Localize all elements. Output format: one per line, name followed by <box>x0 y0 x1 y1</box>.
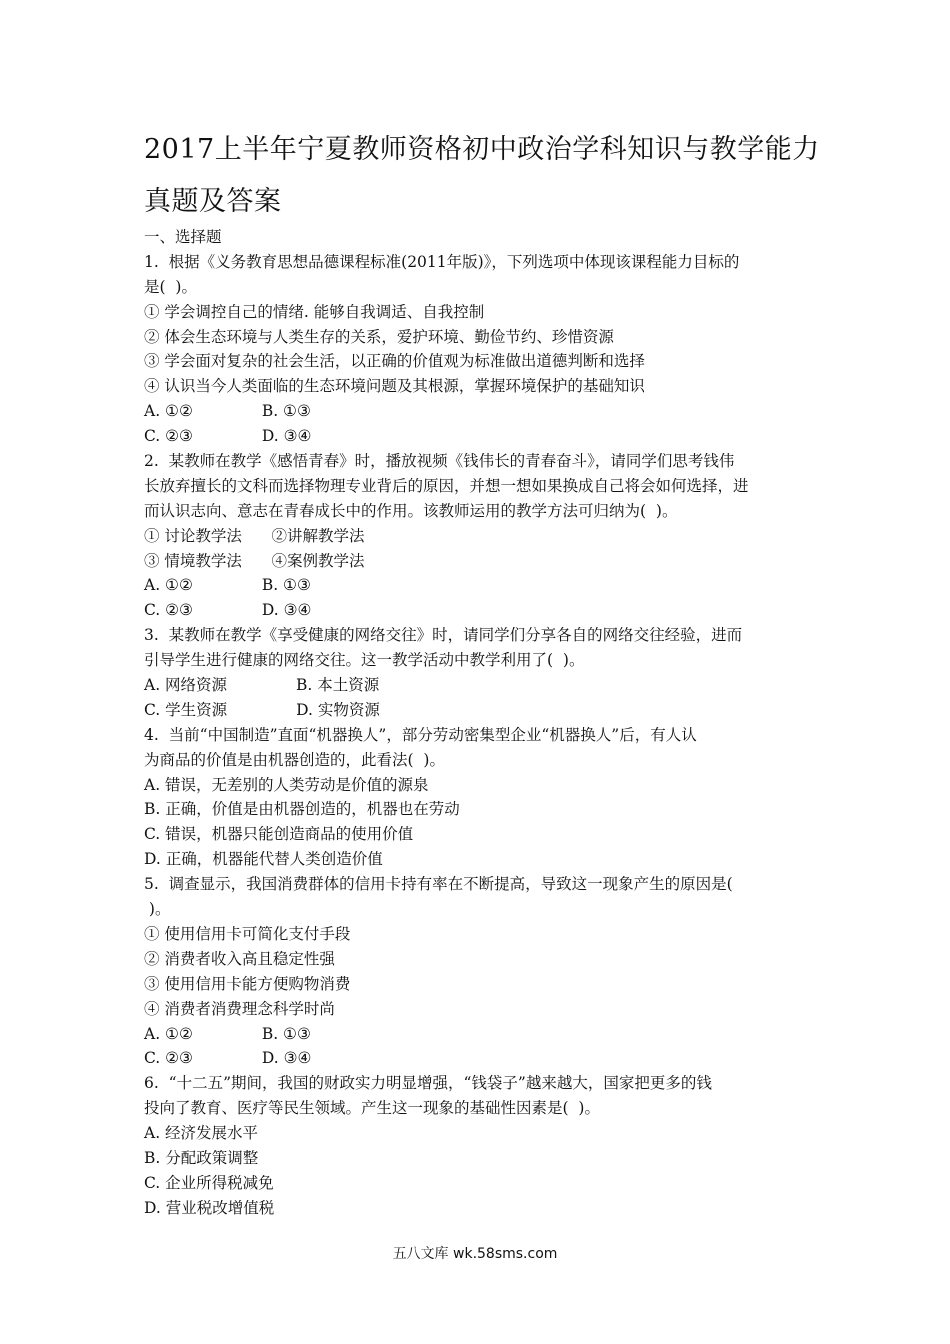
text-line: 2. 某教师在教学《感悟青春》时，播放视频《钱伟长的青春奋斗》，请同学们思考钱伟 <box>144 452 735 471</box>
text-line: A. 经济发展水平 <box>144 1124 259 1143</box>
text-line: C. 错误，机器只能创造商品的使用价值 <box>144 825 414 844</box>
text-line: )。 <box>144 900 171 919</box>
text-line: 长放弃擅长的文科而选择物理专业背后的原因，并想一想如果换成自己将会如何选择，进 <box>144 476 749 495</box>
text-line: A. 错误，无差别的人类劳动是价值的源泉 <box>144 775 429 794</box>
text-line: 是( )。 <box>144 277 197 296</box>
text-line: C. ②③ D. ③④ <box>144 427 312 446</box>
text-line: 而认识志向、意志在青春成长中的作用。该教师运用的教学方法可归纳为( )。 <box>144 501 678 520</box>
footer-watermark: 五八文库 wk.58sms.com <box>392 1246 558 1262</box>
text-line: 3. 某教师在教学《享受健康的网络交往》时，请同学们分享各自的网络交往经验，进而 <box>144 626 743 645</box>
text-line: A. ①② B. ①③ <box>144 576 311 595</box>
text-line: ③ 情境教学法 ④案例教学法 <box>144 551 365 570</box>
text-line: ① 学会调控自己的情绪. 能够自我调适、自我控制 <box>144 302 485 321</box>
text-line: ② 体会生态环境与人类生存的关系，爱护环境、勤俭节约、珍惜资源 <box>144 327 614 346</box>
text-line: C. 企业所得税减免 <box>144 1173 274 1192</box>
text-line: ③ 使用信用卡能方便购物消费 <box>144 974 351 993</box>
text-line: A. ①② B. ①③ <box>144 1024 311 1043</box>
text-line: C. ②③ D. ③④ <box>144 1049 312 1068</box>
text-line: D. 营业税改增值税 <box>144 1198 275 1217</box>
text-line: 投向了教育、医疗等民生领域。产生这一现象的基础性因素是( )。 <box>144 1099 600 1118</box>
text-line: D. 正确，机器能代替人类创造价值 <box>144 850 383 869</box>
text-line: C. 学生资源 D. 实物资源 <box>144 700 380 719</box>
text-line: 一、选择题 <box>144 228 222 246</box>
text-line: ④ 消费者消费理念科学时尚 <box>144 999 335 1018</box>
text-line: A. ①② B. ①③ <box>144 402 311 421</box>
text-line: ③ 学会面对复杂的社会生活，以正确的价值观为标准做出道德判断和选择 <box>144 352 645 371</box>
text-line: 引导学生进行健康的网络交往。这一教学活动中教学利用了( )。 <box>144 651 585 670</box>
text-line: B. 正确，价值是由机器创造的，机器也在劳动 <box>144 800 460 819</box>
text-line: A. 网络资源 B. 本土资源 <box>144 676 380 695</box>
text-line: B. 分配政策调整 <box>144 1148 259 1167</box>
text-line: 1. 根据《义务教育思想品德课程标准(2011年版)》，下列选项中体现该课程能力目标的 <box>144 252 740 271</box>
text-line: 6. “十二五”期间，我国的财政实力明显增强，“钱袋子”越来越大，国家把更多的钱 <box>144 1074 712 1093</box>
text-line: ① 讨论教学法 ②讲解教学法 <box>144 526 365 545</box>
page-title: 2017上半年宁夏教师资格初中政治学科知识与教学能力真题及答案 <box>144 134 820 217</box>
text-line: C. ②③ D. ③④ <box>144 601 312 620</box>
text-line: ① 使用信用卡可简化支付手段 <box>144 924 351 943</box>
text-line: 为商品的价值是由机器创造的，此看法( )。 <box>144 750 445 769</box>
text-line: 4. 当前“中国制造”直面“机器换人”，部分劳动密集型企业“机器换人”后，有人认 <box>144 725 697 744</box>
text-line: ② 消费者收入高且稳定性强 <box>144 949 335 968</box>
question-body <box>144 225 814 1221</box>
text-line: ④ 认识当今人类面临的生态环境问题及其根源，掌握环境保护的基础知识 <box>144 377 645 396</box>
text-line: 5. 调查显示，我国消费群体的信用卡持有率在不断提高，导致这一现象产生的原因是( <box>144 875 733 894</box>
